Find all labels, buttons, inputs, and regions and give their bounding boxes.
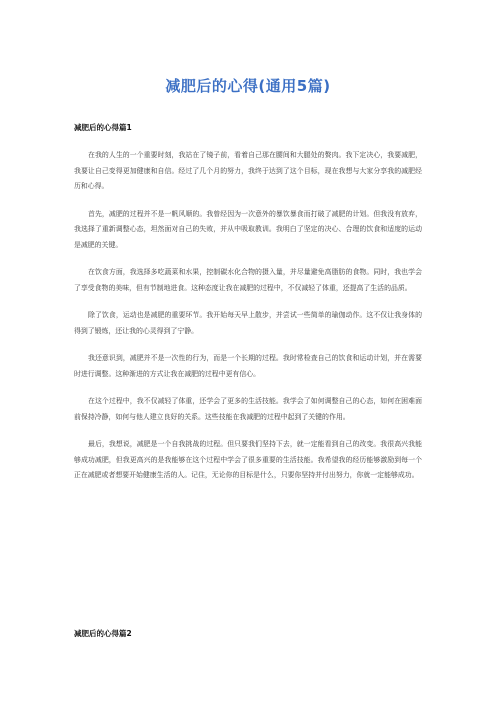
paragraph: 除了饮食，运动也是减肥的重要环节。我开始每天早上散步，并尝试一些简单的瑜伽动作。这不仅让我身体的得到了锻炼，还让我的心灵得到了宁静。 bbox=[74, 311, 422, 335]
paragraph: 在饮食方面，我选择多吃蔬菜和水果，控制碳水化合物的摄入量，并尽量避免高脂肪的食物。同时，我也学会了享受食物的美味，但有节制地进食。这种态度让我在减肥的过程中，不仅减轻了体重，还提高了生活的品质。 bbox=[74, 268, 422, 292]
section-heading-1: 减肥后的心得篇1 bbox=[74, 123, 132, 132]
paragraph: 最后，我想说，减肥是一个自我挑战的过程。但只要我们坚持下去，就一定能看到自己的改变。我很高兴我能够成功减肥，但我更高兴的是我能够在这个过程中学会了很多重要的生活技能。我希望我的经历能够激励到每一个正在减肥或者想要开始健康生活的人。记住，无论你的目标是什么，只要你坚持并付出努力，你就一定能够成功。 bbox=[74, 440, 422, 479]
paragraph: 首先，减肥的过程并不是一帆风顺的。我曾经因为一次意外的暴饮暴食而打破了减肥的计划。但我没有放弃，我选择了重新调整心态，坦然面对自己的失败，并从中吸取教训。我明白了坚定的决心、合理的饮食和适度的运动是减肥的关键。 bbox=[74, 209, 422, 249]
section-heading-2: 减肥后的心得篇2 bbox=[74, 629, 132, 638]
paragraph: 我还意识到，减肥并不是一次性的行为，而是一个长期的过程。我时常检查自己的饮食和运动计划，并在需要时进行调整。这种渐进的方式让我在减肥的过程中更有信心。 bbox=[74, 354, 422, 378]
document-title: 减肥后的心得(通用5篇) bbox=[165, 77, 331, 95]
paragraph: 在我的人生的一个重要时刻，我站在了镜子前，看着自己那在腰间和大腿处的赘肉。我下定决心，我要减肥，我要让自己变得更加健康和自信。经过了几个月的努力，我终于达到了这个目标，现在我想与大家分享我的减肥经历和心得。 bbox=[74, 151, 422, 190]
section-1-body bbox=[74, 148, 422, 496]
paragraph: 在这个过程中，我不仅减轻了体重，还学会了更多的生活技能。我学会了如何调整自己的心态，如何在困难面前保持冷静，如何与他人建立良好的关系。这些技能在我减肥的过程中起到了关键的作用。 bbox=[74, 397, 422, 421]
